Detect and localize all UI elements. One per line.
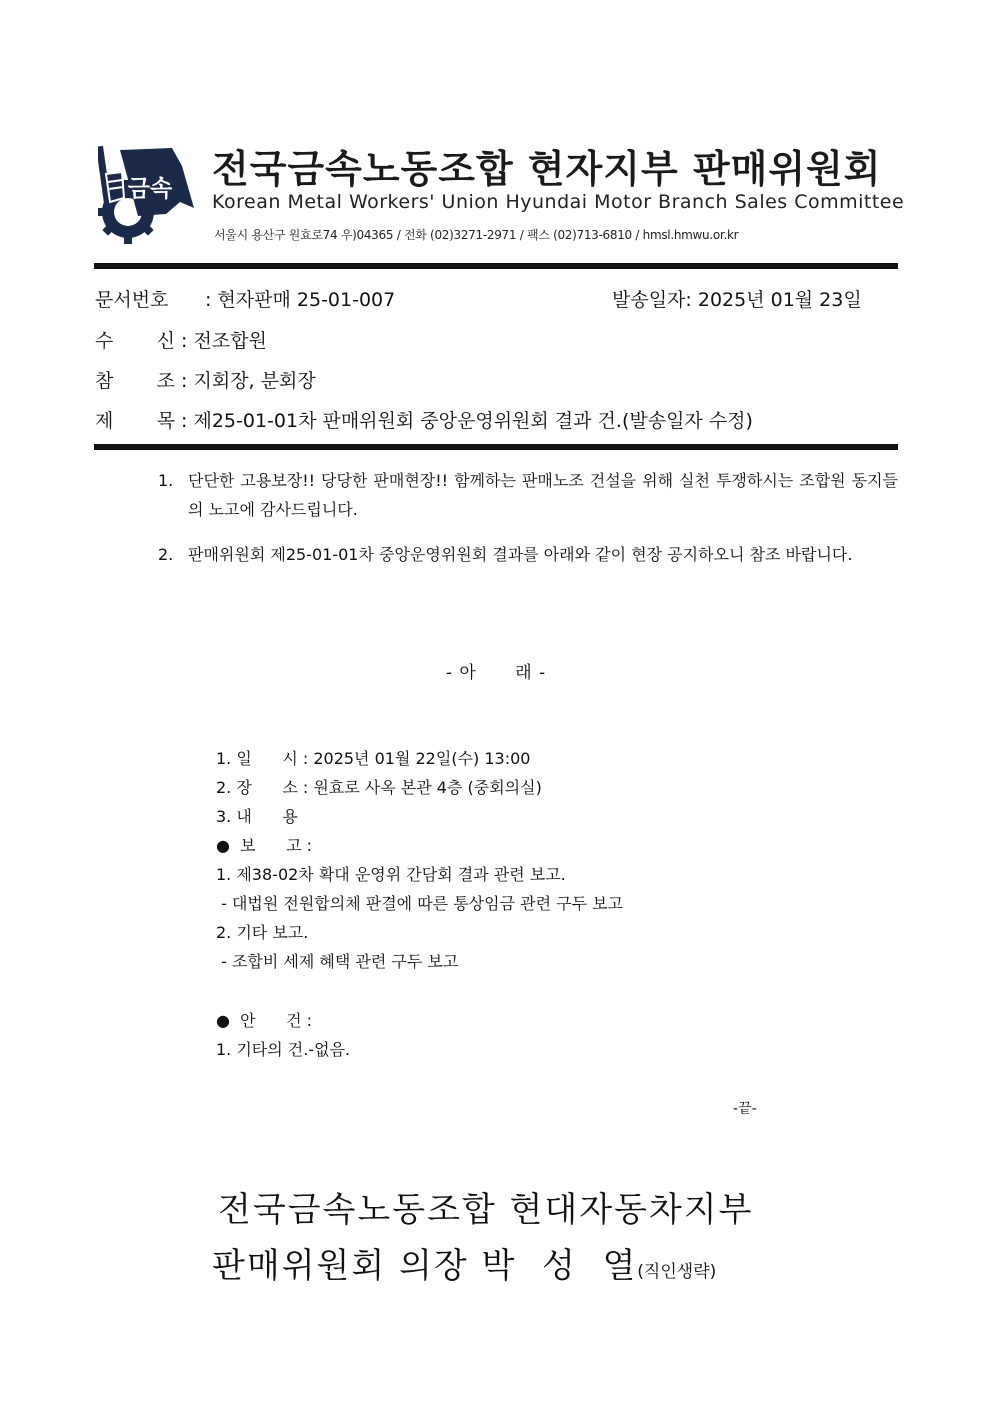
recipient-label: 수 신 bbox=[95, 330, 175, 352]
logo-text: 금속 bbox=[127, 176, 173, 202]
org-name-korean: 전국금속노동조합 현자지부 판매위원회 bbox=[212, 147, 882, 191]
doc-number-label: 문서번호 bbox=[95, 289, 169, 311]
meta-divider bbox=[94, 444, 898, 450]
cc-label: 참 조 bbox=[95, 370, 175, 392]
recipient-row bbox=[95, 326, 267, 353]
send-date: 발송일자: 2025년 01월 23일 bbox=[612, 289, 862, 311]
header-divider bbox=[94, 263, 898, 269]
doc-number-row bbox=[95, 285, 395, 312]
detail-datetime: 1. 일 시 : 2025년 01월 22일(수) 13:00 bbox=[216, 749, 531, 768]
subject-row bbox=[95, 406, 753, 433]
org-name-english: Korean Metal Workers' Union Hyundai Motor Branch Sales Committee bbox=[212, 191, 905, 213]
detail-report-1-sub: - 대법원 전원합의체 판결에 따른 통상임금 관련 구두 보고 bbox=[216, 894, 624, 913]
signature-chair bbox=[212, 1238, 716, 1287]
paragraph-1-number: 1. bbox=[158, 471, 174, 490]
doc-number-value: : 현자판매 25-01-007 bbox=[205, 289, 396, 311]
detail-report-2: 2. 기타 보고. bbox=[216, 923, 309, 942]
detail-content: 3. 내 용 bbox=[216, 807, 298, 826]
paragraph-1 bbox=[158, 466, 898, 524]
signature-chair-name: 판매위원회 의장 박 성 열 bbox=[212, 1246, 638, 1286]
org-address: 서울시 용산구 원효로74 우)04365 / 전화 (02)3271-2971 / 팩스 (02)713-6810 / hmsl.hmwu.or.kr bbox=[214, 228, 739, 242]
paragraph-1-text: 단단한 고용보장!! 당당한 판매현장!! 함께하는 판매노조 건설을 위해 실천 투쟁하시는 조합원 동지들의 노고에 감사드립니다. bbox=[188, 471, 898, 519]
detail-report-1: 1. 제38-02차 확대 운영위 간담회 결과 관련 보고. bbox=[216, 865, 566, 884]
detail-location: 2. 장 소 : 원효로 사옥 본관 4층 (중회의실) bbox=[216, 778, 542, 797]
subject-label: 제 목 bbox=[95, 410, 175, 432]
detail-report-heading: ● 보 고 : bbox=[216, 836, 313, 855]
end-mark: -끝- bbox=[733, 1101, 757, 1117]
detail-report-2-sub: - 조합비 세제 혜택 관련 구두 보고 bbox=[216, 952, 459, 971]
detail-agenda-heading: ● 안 건 : bbox=[216, 1011, 313, 1030]
paragraph-2 bbox=[158, 540, 898, 569]
paragraph-2-number: 2. bbox=[158, 545, 174, 564]
recipient-value: : 전조합원 bbox=[181, 330, 267, 352]
below-heading: - 아 래 - bbox=[445, 663, 547, 683]
seal-omitted-note: (직인생략) bbox=[637, 1262, 717, 1282]
detail-agenda-1: 1. 기타의 건.-없음. bbox=[216, 1040, 351, 1059]
signature-org: 전국금속노동조합 현대자동차지부 bbox=[218, 1190, 754, 1230]
cc-value: : 지회장, 분회장 bbox=[181, 370, 316, 392]
subject-value: : 제25-01-01차 판매위원회 중앙운영위원회 결과 건.(발송일자 수정) bbox=[181, 410, 753, 432]
paragraph-2-text: 판매위원회 제25-01-01차 중앙운영위원회 결과를 아래와 같이 현장 공지하오니 참조 바랍니다. bbox=[188, 545, 853, 564]
cc-row bbox=[95, 366, 316, 393]
union-logo bbox=[98, 144, 196, 244]
